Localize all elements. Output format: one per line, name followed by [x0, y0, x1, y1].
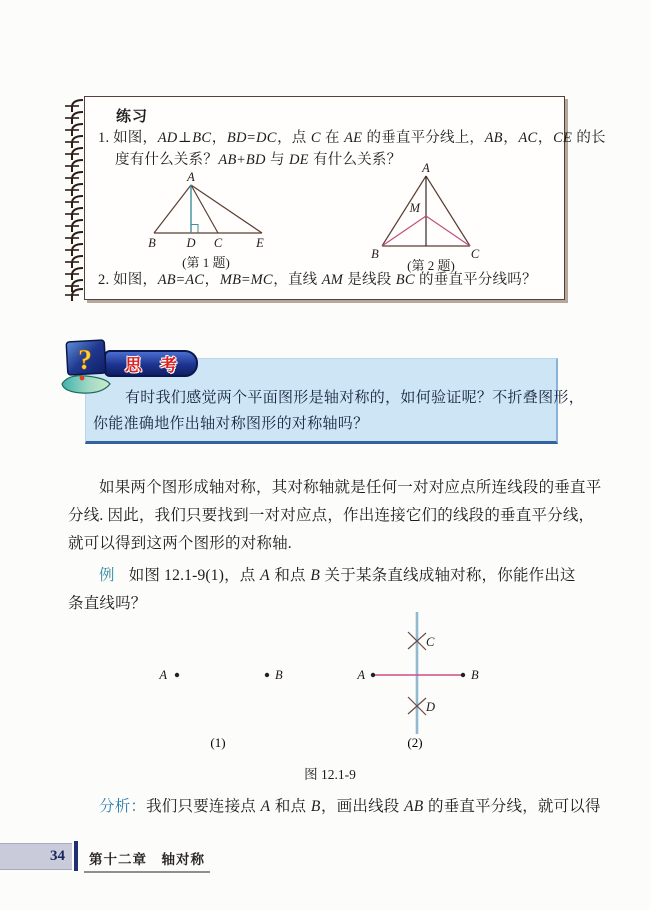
fig2-label-A: A: [422, 163, 430, 175]
sub1-label-B: B: [275, 668, 283, 682]
figure-12-1-9: [120, 606, 540, 756]
practice-title: 练习: [116, 109, 149, 125]
fig1-label-B: B: [148, 236, 156, 250]
think-tab-label: 思 考: [124, 356, 185, 375]
problem2-text: 2. 如图，AB=AC，MB=MC，直线 AM 是线段 BC 的垂直平分线吗？: [98, 272, 537, 288]
paragraph-line3: 就可以得到这两个图形的对称轴.: [68, 535, 292, 552]
point-A-sub2: [371, 673, 375, 677]
body-paragraph: [68, 474, 601, 558]
svg-text:?: ?: [78, 345, 92, 376]
question-mark-icon: [58, 338, 114, 396]
sub2-label-D: D: [426, 700, 436, 714]
problem2-figure: [366, 163, 480, 265]
sub2-label-C: C: [426, 635, 435, 649]
fig2-caption: (第 2 题): [407, 258, 455, 273]
example-label: 例: [99, 567, 115, 584]
point-B-sub2: [461, 673, 465, 677]
point-A-sub1: [175, 673, 179, 677]
practice-box: [84, 96, 606, 300]
analysis-text: 我们只要连接点 A 和点 B，画出线段 AB 的垂直平分线，就可以得: [146, 798, 601, 815]
footer-divider: [74, 841, 78, 871]
fig1-label-D: D: [186, 236, 196, 250]
think-text-line2: 你能准确地作出轴对称图形的对称轴吗？: [93, 416, 369, 432]
sub2-label-A: A: [357, 668, 365, 682]
sub1-label-A: A: [159, 668, 167, 682]
fig1-caption: (第 1 题): [182, 255, 230, 270]
analysis-paragraph: [68, 793, 601, 821]
fig2-label-C: C: [470, 247, 480, 261]
fig1-label-A: A: [187, 171, 195, 184]
right-angle-mark: [192, 225, 199, 233]
footer-chapter-title: 第十二章 轴对称: [89, 852, 205, 867]
sub1-caption: (1): [210, 735, 226, 750]
segment-MB: [382, 216, 426, 246]
problem1-figure: [136, 171, 276, 263]
sub2-caption: (2): [407, 735, 423, 750]
spiral-binding: [63, 99, 87, 301]
page-number: 34: [50, 848, 65, 864]
think-tab: [104, 350, 198, 377]
problem1-text-line1: 1. 如图，AD⊥BC，BD=DC，点 C 在 AE 的垂直平分线上，AB，AC，CE 的长: [98, 130, 606, 146]
problem1-text-line2: 度有什么关系？AB+BD 与 DE 有什么关系？: [115, 152, 402, 168]
example-text-line1: 如图 12.1-9(1)，点 A 和点 B 关于某条直线成轴对称，你能作出这: [128, 567, 576, 584]
footer-underline: [84, 871, 210, 873]
example-text-line2: 条直线吗？: [68, 595, 147, 612]
think-text-line1: 有时我们感觉两个平面图形是轴对称的，如何验证呢？不折叠图形，: [125, 390, 585, 406]
fig1-label-E: E: [256, 236, 264, 250]
fig1-label-C: C: [213, 236, 223, 250]
paragraph-line2: 分线. 因此，我们只要找到一对对应点，作出连接它们的线段的垂直平分线，: [68, 507, 595, 524]
page-number-bar: [0, 843, 72, 870]
analysis-label: 分析：: [99, 798, 147, 815]
fig2-label-M: M: [409, 201, 420, 215]
figure-caption: 图 12.1-9: [304, 767, 356, 782]
sub2-label-B: B: [471, 668, 479, 682]
paragraph-line1: 如果两个图形成轴对称，其对称轴就是任何一对对应点所连线段的垂直平: [99, 479, 602, 496]
segment-MC: [426, 216, 470, 246]
point-B-sub1: [265, 673, 269, 677]
fig2-label-B: B: [371, 247, 379, 261]
